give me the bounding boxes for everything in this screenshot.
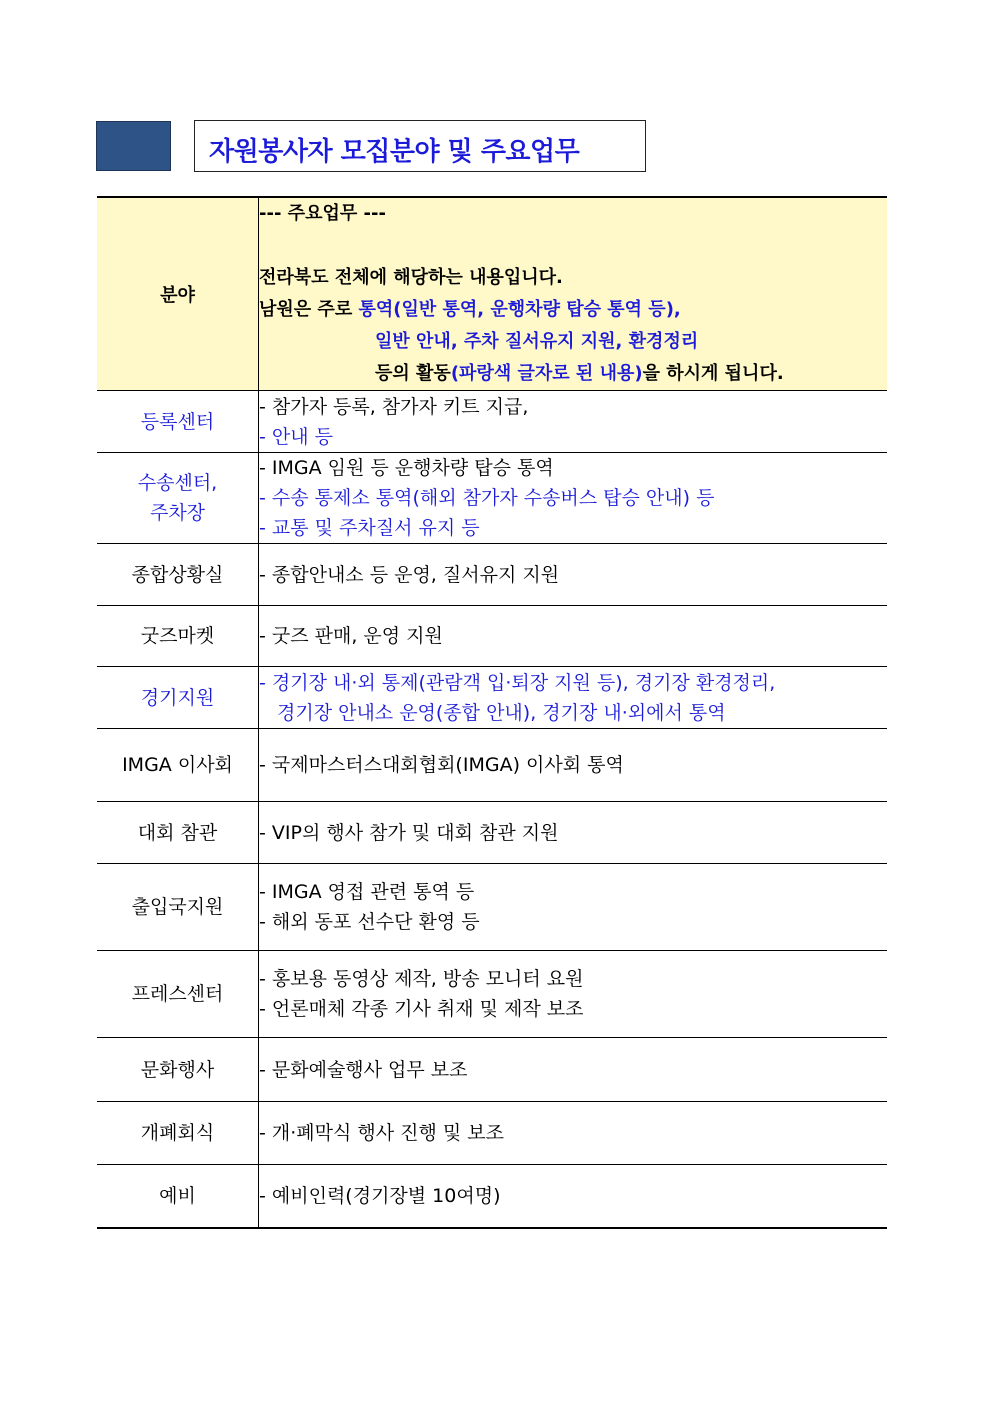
category-cell bbox=[97, 864, 259, 951]
category-cell bbox=[97, 1165, 259, 1228]
category-cell bbox=[97, 729, 259, 802]
table-row bbox=[97, 453, 887, 544]
title-box bbox=[194, 120, 646, 172]
duty-line: - VIP의 행사 참가 및 대회 참관 지원 bbox=[259, 821, 559, 844]
category-label: 출입국지원 bbox=[131, 896, 224, 918]
duty-line: - 수송 통제소 통역(해외 참가자 수송버스 탑승 안내) 등 bbox=[259, 487, 715, 509]
category-label: 굿즈마켓 bbox=[140, 625, 215, 647]
duty-line: - 해외 동포 선수단 환영 등 bbox=[259, 911, 480, 933]
table-row bbox=[97, 391, 887, 453]
category-cell bbox=[97, 1038, 259, 1102]
category-cell bbox=[97, 1102, 259, 1165]
category-cell bbox=[97, 667, 259, 729]
duty-cell bbox=[259, 1102, 888, 1165]
duty-cell bbox=[259, 544, 888, 606]
duty-cell bbox=[259, 802, 888, 864]
duty-line: - 안내 등 bbox=[259, 425, 333, 448]
category-cell bbox=[97, 606, 259, 667]
header-text: 을 하시게 됩니다. bbox=[642, 363, 784, 384]
duty-line: - 개·폐막식 행사 진행 및 보조 bbox=[259, 1122, 504, 1144]
duty-line: - 경기장 내·외 통제(관람객 입·퇴장 지원 등), 경기장 환경정리, bbox=[259, 671, 776, 694]
duty-line: - 국제마스터스대회협회(IMGA) 이사회 통역 bbox=[259, 754, 624, 776]
duty-cell bbox=[259, 864, 888, 951]
header-description-cell bbox=[259, 197, 888, 391]
table-row bbox=[97, 544, 887, 606]
duty-line: 경기장 안내소 운영(종합 안내), 경기장 내·외에서 통역 bbox=[277, 701, 726, 724]
header-category-cell: 분야 bbox=[97, 197, 259, 391]
header-text: 남원은 주로 bbox=[259, 299, 359, 320]
highlight-text: (파랑색 글자로 된 내용) bbox=[450, 363, 643, 384]
category-label: 주차장 bbox=[149, 502, 206, 524]
duty-cell bbox=[259, 453, 888, 544]
header-line bbox=[259, 326, 887, 358]
duty-line: - 홍보용 동영상 제작, 방송 모니터 요원 bbox=[259, 968, 584, 990]
table-row bbox=[97, 729, 887, 802]
category-label: 등록센터 bbox=[140, 410, 215, 433]
duty-line: - 문화예술행사 업무 보조 bbox=[259, 1058, 468, 1081]
duty-cell bbox=[259, 606, 888, 667]
category-label: 개폐회식 bbox=[140, 1122, 215, 1144]
category-cell bbox=[97, 391, 259, 453]
table-row bbox=[97, 864, 887, 951]
table-row bbox=[97, 951, 887, 1038]
category-label: IMGA 이사회 bbox=[122, 754, 233, 776]
duty-line: - 예비인력(경기장별 10여명) bbox=[259, 1184, 501, 1207]
header-text: 등의 활동 bbox=[375, 363, 451, 384]
duty-line: - 종합안내소 등 운영, 질서유지 지원 bbox=[259, 563, 560, 586]
header-line: 전라북도 전체에 해당하는 내용입니다. bbox=[259, 267, 563, 288]
table-row bbox=[97, 606, 887, 667]
duty-line: - 교통 및 주차질서 유지 등 bbox=[259, 517, 480, 539]
header-line: --- 주요업무 --- bbox=[259, 203, 386, 224]
table-row bbox=[97, 802, 887, 864]
duty-cell bbox=[259, 1165, 888, 1228]
duty-line: - 언론매체 각종 기사 취재 및 제작 보조 bbox=[259, 998, 584, 1020]
table-row bbox=[97, 1102, 887, 1165]
duty-cell bbox=[259, 951, 888, 1038]
duty-line: - 굿즈 판매, 운영 지원 bbox=[259, 625, 443, 647]
category-cell bbox=[97, 544, 259, 606]
category-label: 예비 bbox=[159, 1184, 196, 1207]
table-row bbox=[97, 667, 887, 729]
header-line bbox=[259, 230, 887, 262]
header-line bbox=[259, 294, 887, 326]
category-label: 종합상황실 bbox=[131, 563, 224, 586]
header-line bbox=[259, 358, 887, 390]
category-cell bbox=[97, 802, 259, 864]
header-description bbox=[259, 198, 887, 390]
table-row bbox=[97, 1038, 887, 1102]
category-label: 대회 참관 bbox=[137, 821, 218, 844]
duty-cell bbox=[259, 667, 888, 729]
category-cell bbox=[97, 453, 259, 544]
table-header-row bbox=[97, 197, 887, 391]
category-label: 경기지원 bbox=[140, 686, 215, 709]
recruitment-table bbox=[97, 196, 887, 1229]
table-row bbox=[97, 1165, 887, 1228]
page-title: 자원봉사자 모집분야 및 주요업무 bbox=[209, 137, 580, 167]
duty-line: - IMGA 임원 등 운행차량 탑승 통역 bbox=[259, 457, 554, 479]
duty-cell bbox=[259, 1038, 888, 1102]
duty-line: - 참가자 등록, 참가자 키트 지급, bbox=[259, 395, 529, 418]
category-cell bbox=[97, 951, 259, 1038]
category-label: 프레스센터 bbox=[131, 983, 224, 1005]
category-label: 수송센터, bbox=[137, 472, 218, 494]
highlight-text: 일반 안내, 주차 질서유지 지원, 환경정리 bbox=[375, 331, 699, 352]
duty-cell bbox=[259, 729, 888, 802]
title-accent-block bbox=[96, 121, 171, 171]
duty-cell bbox=[259, 391, 888, 453]
category-label: 문화행사 bbox=[140, 1058, 215, 1081]
duty-line: - IMGA 영접 관련 통역 등 bbox=[259, 881, 475, 903]
highlight-text: 통역(일반 통역, 운행차량 탑승 통역 등), bbox=[358, 299, 681, 320]
